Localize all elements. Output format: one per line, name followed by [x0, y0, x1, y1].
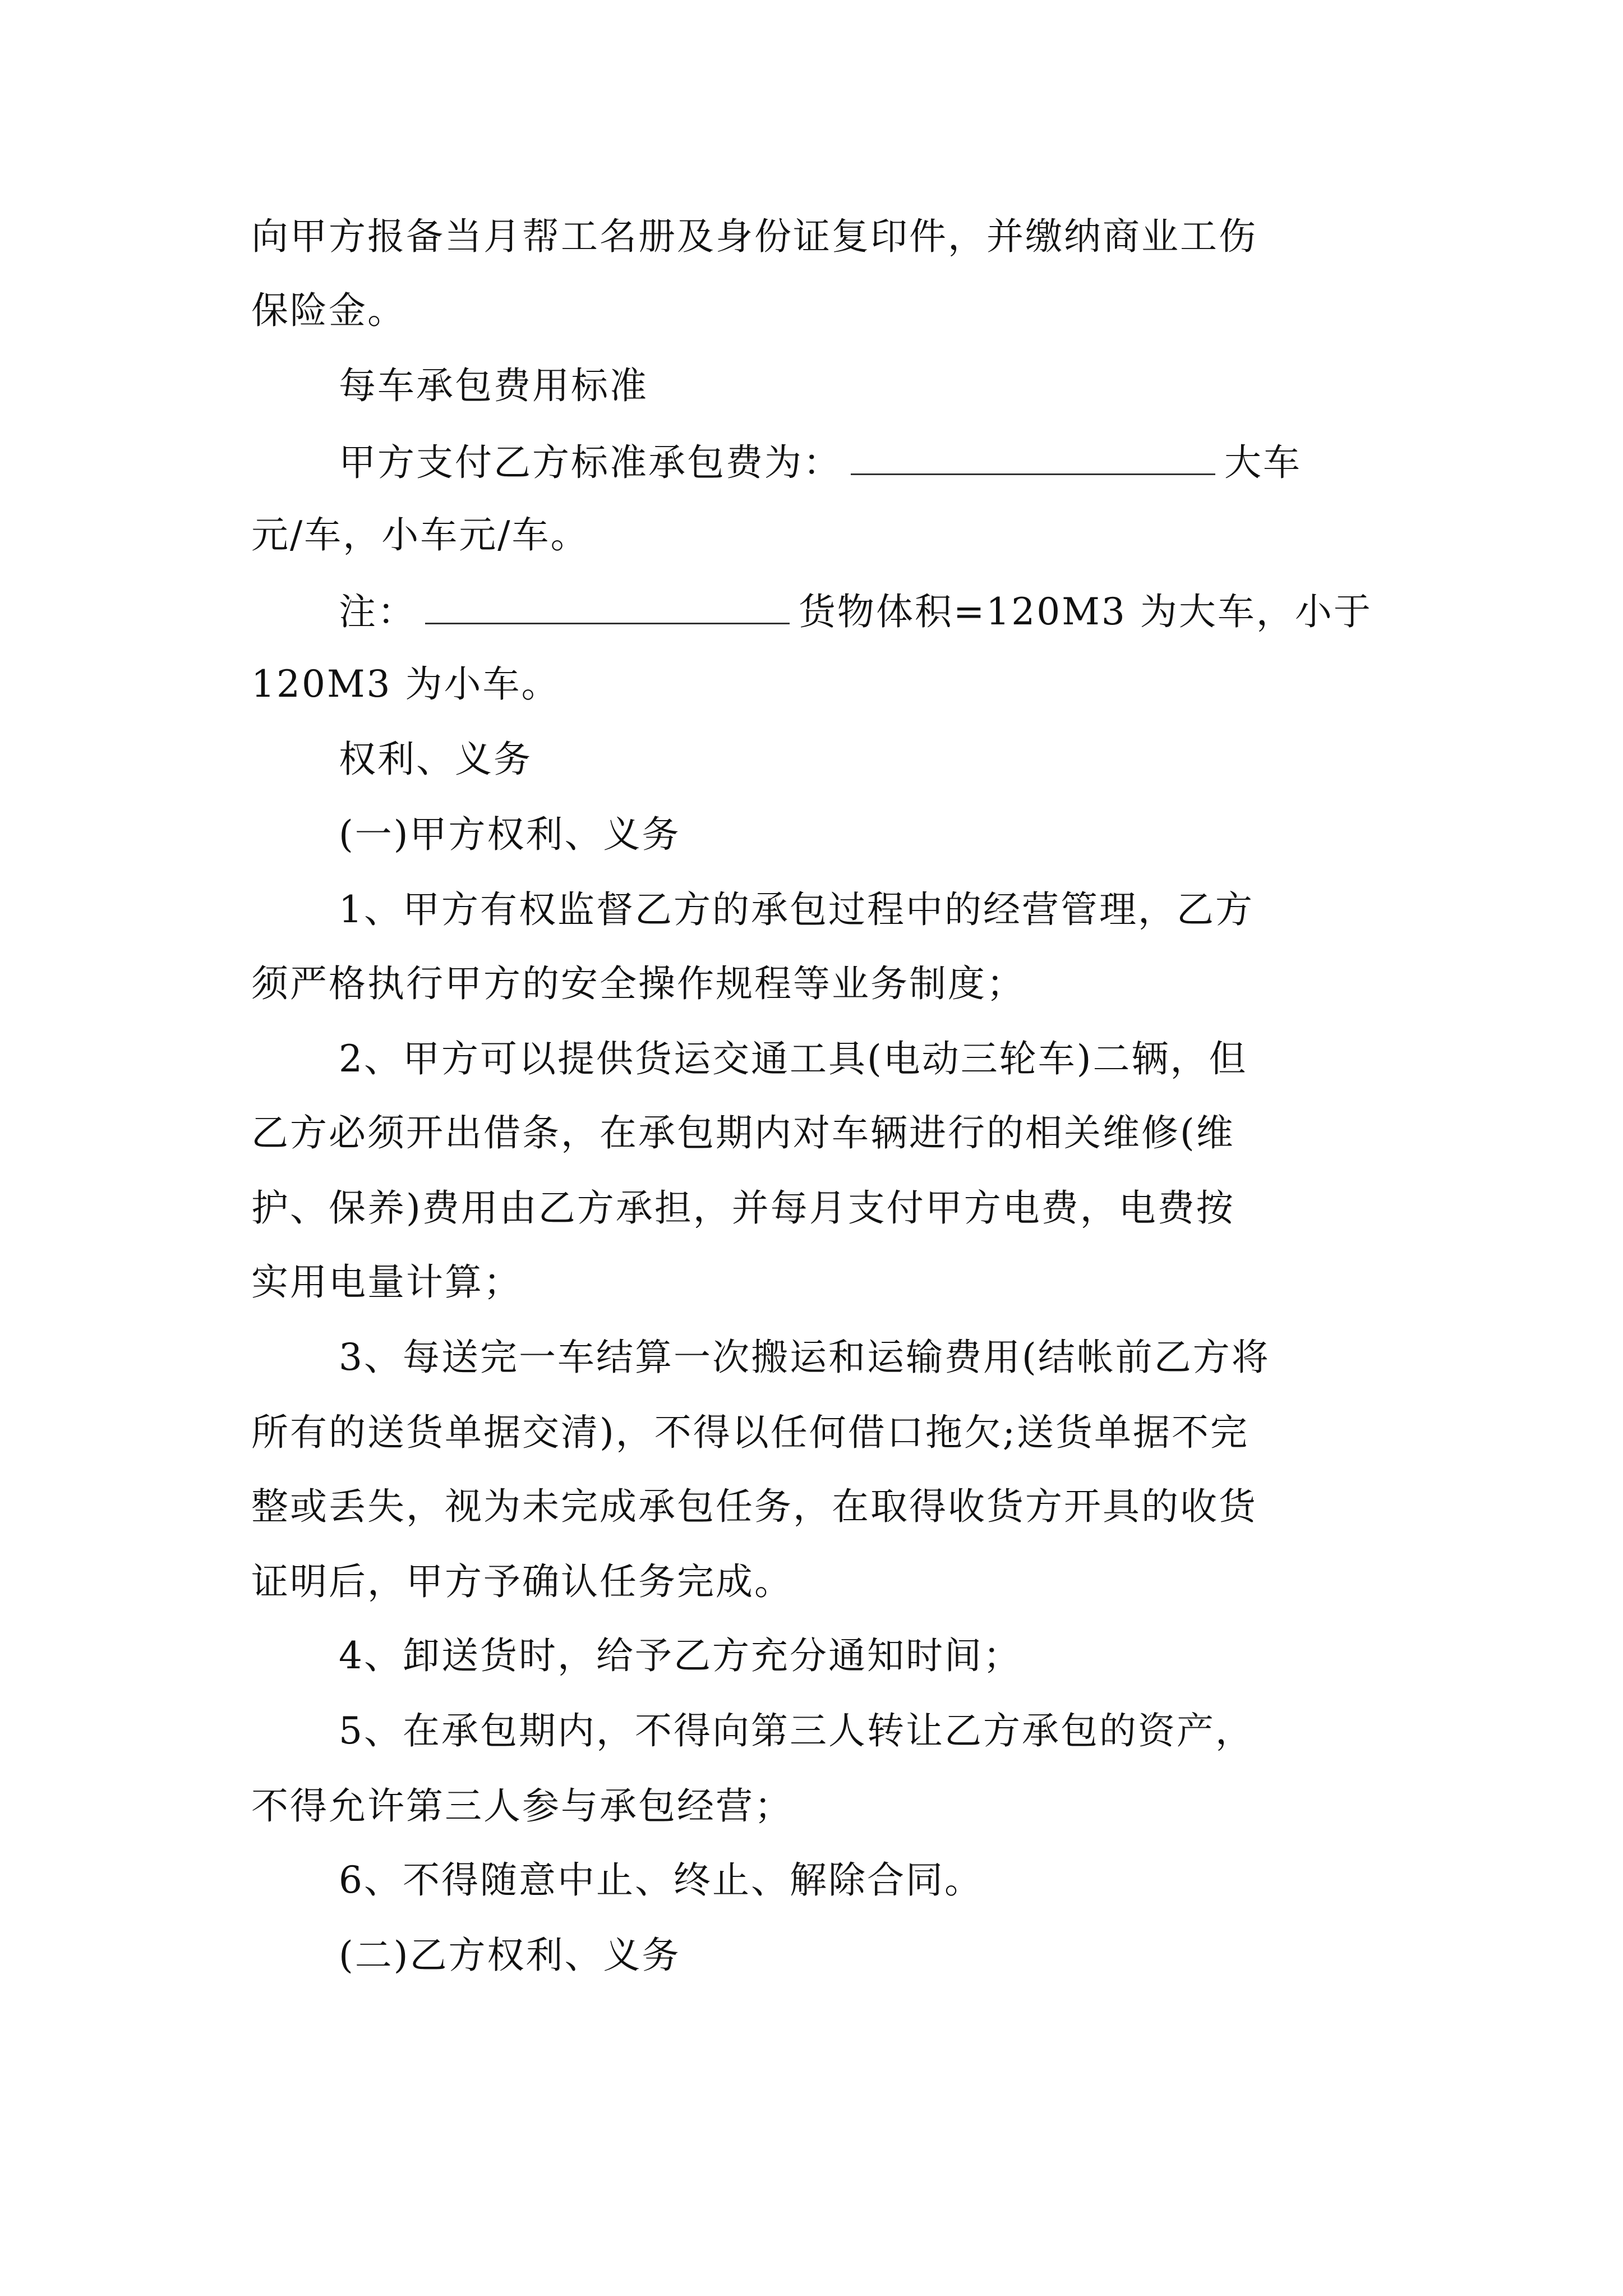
line-text: 护、保养)费用由乙方承担，并每月支付甲方电费，电费按	[251, 1186, 1235, 1230]
line-text: 2、甲方可以提供货运交通工具(电动三轮车)二辆，但	[339, 1037, 1248, 1080]
paragraph-line	[251, 513, 589, 558]
paragraph-line	[251, 1410, 1249, 1455]
fill-in-blank	[851, 439, 1215, 475]
line-text: 注：	[339, 590, 416, 633]
line-text: 元/车，小车元/车。	[251, 513, 589, 556]
fill-in-blank	[425, 588, 790, 624]
paragraph-line	[339, 1709, 1254, 1754]
line-text: 大车	[1224, 441, 1302, 484]
line-text: 证明后，甲方予确认任务完成。	[251, 1560, 793, 1603]
line-text: 向甲方报备当月帮工名册及身份证复印件，并缴纳商业工伤	[251, 215, 1257, 258]
paragraph-line	[339, 1858, 983, 1903]
section-heading	[339, 364, 648, 408]
paragraph-line	[251, 1559, 793, 1604]
paragraph-line	[251, 961, 1025, 1006]
paragraph-line	[339, 1634, 1022, 1678]
line-text: 甲方支付乙方标准承包费为：	[339, 441, 842, 484]
line-text: 1、甲方有权监督乙方的承包过程中的经营管理，乙方	[339, 888, 1254, 931]
paragraph-line	[251, 1784, 793, 1829]
line-text: 权利、义务	[339, 738, 532, 781]
line-text: 3、每送完一车结算一次搬运和运输费用(结帐前乙方将	[339, 1336, 1270, 1379]
paragraph-line	[251, 1260, 522, 1305]
line-text: 不得允许第三人参与承包经营；	[251, 1784, 793, 1828]
line-text: 整或丢失，视为未完成承包任务，在取得收货方开具的收货	[251, 1485, 1257, 1528]
line-text: 120M3 为小车。	[251, 662, 560, 706]
paragraph-line	[251, 662, 560, 707]
line-text: 每车承包费用标准	[339, 364, 648, 407]
paragraph-line	[251, 1186, 1235, 1231]
section-heading	[339, 737, 532, 782]
line-text: 5、在承包期内，不得向第三人转让乙方承包的资产，	[339, 1709, 1254, 1752]
paragraph-line	[251, 1111, 1235, 1156]
paragraph-line	[339, 1335, 1270, 1380]
line-text: 保险金。	[251, 289, 406, 332]
paragraph-line	[339, 1037, 1248, 1082]
paragraph-line	[251, 214, 1257, 259]
paragraph-line	[339, 887, 1254, 932]
paragraph-line	[251, 1484, 1257, 1529]
section-heading	[339, 812, 681, 857]
line-text: 6、不得随意中止、终止、解除合同。	[339, 1858, 983, 1902]
paragraph-line	[339, 439, 1302, 485]
line-text: (二)乙方权利、义务	[339, 1934, 681, 1977]
paragraph-line	[339, 588, 1372, 634]
line-text: 货物体积=120M3 为大车，小于	[799, 590, 1372, 633]
section-heading	[339, 1933, 681, 1978]
line-text: 实用电量计算；	[251, 1260, 522, 1304]
line-text: (一)甲方权利、义务	[339, 813, 681, 856]
line-text: 须严格执行甲方的安全操作规程等业务制度；	[251, 962, 1025, 1005]
line-text: 乙方必须开出借条，在承包期内对车辆进行的相关维修(维	[251, 1111, 1235, 1154]
paragraph-line	[251, 288, 406, 333]
line-text: 4、卸送货时，给予乙方充分通知时间；	[339, 1634, 1022, 1677]
line-text: 所有的送货单据交清)，不得以任何借口拖欠;送货单据不完	[251, 1411, 1249, 1454]
